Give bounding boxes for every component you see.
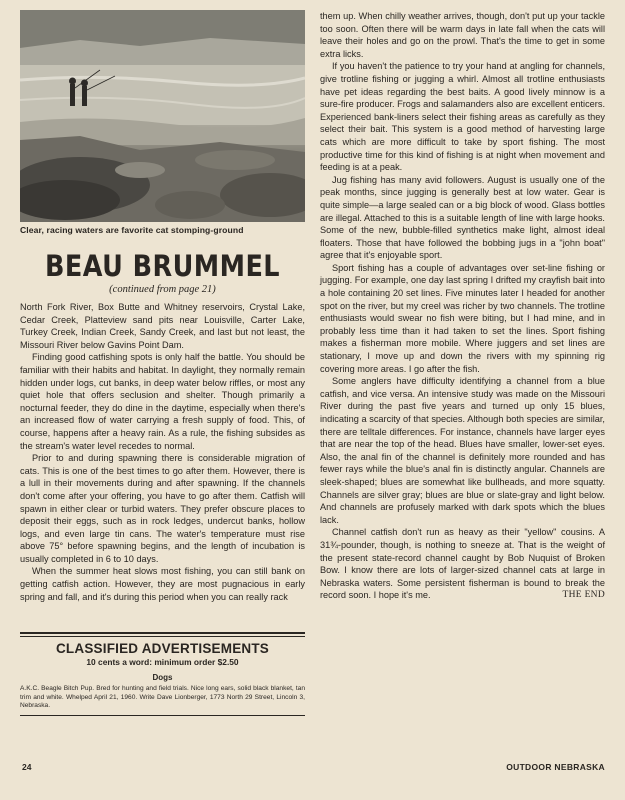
river-photo [20, 10, 305, 222]
divider [20, 715, 305, 716]
paragraph: North Fork River, Box Butte and Whitney reservoirs, Crystal Lake, Cedar Creek, Platteview sand pits near Louisville, Carter Lake, Turkey Creek, Indian Creek, Sandy Creek, and last but not least, the Missouri River below Gavins Point Dam. [20, 302, 305, 350]
paragraph: Prior to and during spawning there is considerable migration of cats. This is one of the best times to go after them. However, there is a lull in their movements during and after spawning. If the channels don't come after your offering, you have to go after them. Catfish will spawn in either clear or turbid waters. They prefer obscure places to deposit their eggs, such as in rock ledges, undercut banks, hollow logs, and even large tin cans. The water's temperature must rise above 75° before spawning begins, and the length of incubation is usually completed in 6 to 10 days. [20, 453, 305, 564]
classified-ad: A.K.C. Beagle Bitch Pup. Bred for hunting and field trials. Nice long ears, solid black blanket, tan trim and white. Whelped April 21, 1960. Write Dave Lionberger, 1773 North 29 Street, Lincoln 3, Nebraska. [20, 685, 305, 710]
river-photo-illustration [20, 10, 305, 222]
continued-note: (continued from page 21) [109, 284, 216, 295]
classified-box [20, 632, 305, 716]
paragraph: Sport fishing has a couple of advantages over set-line fishing or jugging. For example, one day last spring I drifted my crayfish bait into a hole containing 20 set lines. Five minutes later I headed for another spot on the river, but my creel was richer by two channels. The trotline enthusiasts would swear no fish were biting, but I had mine, and in probably less time than it had taken to set the lines. Sport fishing makes a fisherman more mobile. Where juggers and set lines are stationary, I move up and down the rivers with my spinning rig covering more areas. I go after the fish. [320, 262, 605, 374]
divider [20, 636, 305, 637]
classified-rate: 10 cents a word: minimum order $2.50 [86, 657, 239, 667]
divider [20, 632, 305, 634]
paragraph: Finding good catfishing spots is only half the battle. You should be familiar with their habits and habitat. In daylight, they normally remain hidden under logs, cut banks, in deep water below riffles, or most any quiet hole that offers seclusion and shelter. Though primarily a nocturnal feeder, they do dine in the daytime, especially when there's an increased flow of water carrying a fresh supply of food. This, of course, happens after a heavy rain. As a rule, the fishing subsides as the stream's water level recedes to normal. [20, 352, 305, 451]
the-end-marker: THE END [562, 590, 605, 601]
page-number: 24 [22, 762, 32, 772]
left-column [20, 10, 305, 603]
photo-caption: Clear, racing waters are favorite cat stomping-ground [20, 225, 244, 235]
paragraph: If you haven't the patience to try your hand at angling for channels, give trotline fishing or jugging a whirl. Almost all trotline enthusiasts have pet ideas regarding the best baits. A good lively minnow is a sure-fire producer. Frogs and salamanders also are excellent enticers. Experienced bank-liners select their fishing areas as carefully as they select their bait. This system is a good method of harvesting large cats which are more difficult to take by sport fishing. The most productive time for this kind of fishing is at night when movement and feeding is at a peak. [320, 61, 605, 173]
publication-name: OUTDOOR NEBRASKA [506, 762, 605, 772]
paragraph: them up. When chilly weather arrives, though, don't put up your tackle too soon. Often there will be warm days in late fall when the cats will leave their holes and go on the prowl. That's the time to get in some extra licks. [320, 11, 605, 59]
left-body-text [20, 301, 305, 603]
paragraph: Jug fishing has many avid followers. August is usually one of the peak months, since jugging is generally best at low water. Gear is quite simple—a large sealed can or a big block of wood. Glass bottles are illegal. Attached to this is a suitable length of line with large hooks. Some of the new, bubble-filled synthetics make light, almost ideal floaters. Those that have followed the bobbing jugs in a "john boat" agree that it's enjoyable sport. [320, 174, 605, 261]
paragraph-final [320, 526, 605, 602]
paragraph: When the summer heat slows most fishing, you can still bank on getting catfish action. However, they are most pugnacious in early spring and fall, and it's during this period when you can really rack [20, 566, 305, 602]
right-body-text [320, 10, 605, 602]
classified-section-heading: Dogs [152, 673, 173, 682]
right-column [320, 10, 605, 602]
final-paragraph-text: Channel catfish don't run as heavy as their "yellow" cousins. A 31¾-pounder, though, is nothing to sneeze at. That is the weight of the present state-record channel caught by Bob Nuquist of Broken Bow. I know there are lots of larger-sized channel cats at large in Nebraska waters. Some persistent fisherman is bound to break the record soon. I hope it's me. [320, 527, 605, 601]
article-title: BEAU BRUMMEL [44, 249, 281, 283]
paragraph: Some anglers have difficulty identifying a channel from a blue catfish, and vice versa. An intensive study was made on the Missouri River during the past five years and turned up only 15 blues, indicating a scarcity of that species. Although both species are similar, there are telltale differences. For instance, channels have larger eyes that are near the top of the head. Blues have smaller, lower-set eyes. Also, the anal fin of the channel is definitely more rounded and has fewer rays while the blue's anal fin is distinctly angular. Channels are sleek-shaped; blues are somewhat like bullheads, and more squatty. Channels are silver gray; blues are blue or slate-gray and light below. And channels are profusely marked with dark spots which the blues lack. [320, 376, 605, 525]
classified-title: CLASSIFIED ADVERTISEMENTS [55, 641, 270, 656]
